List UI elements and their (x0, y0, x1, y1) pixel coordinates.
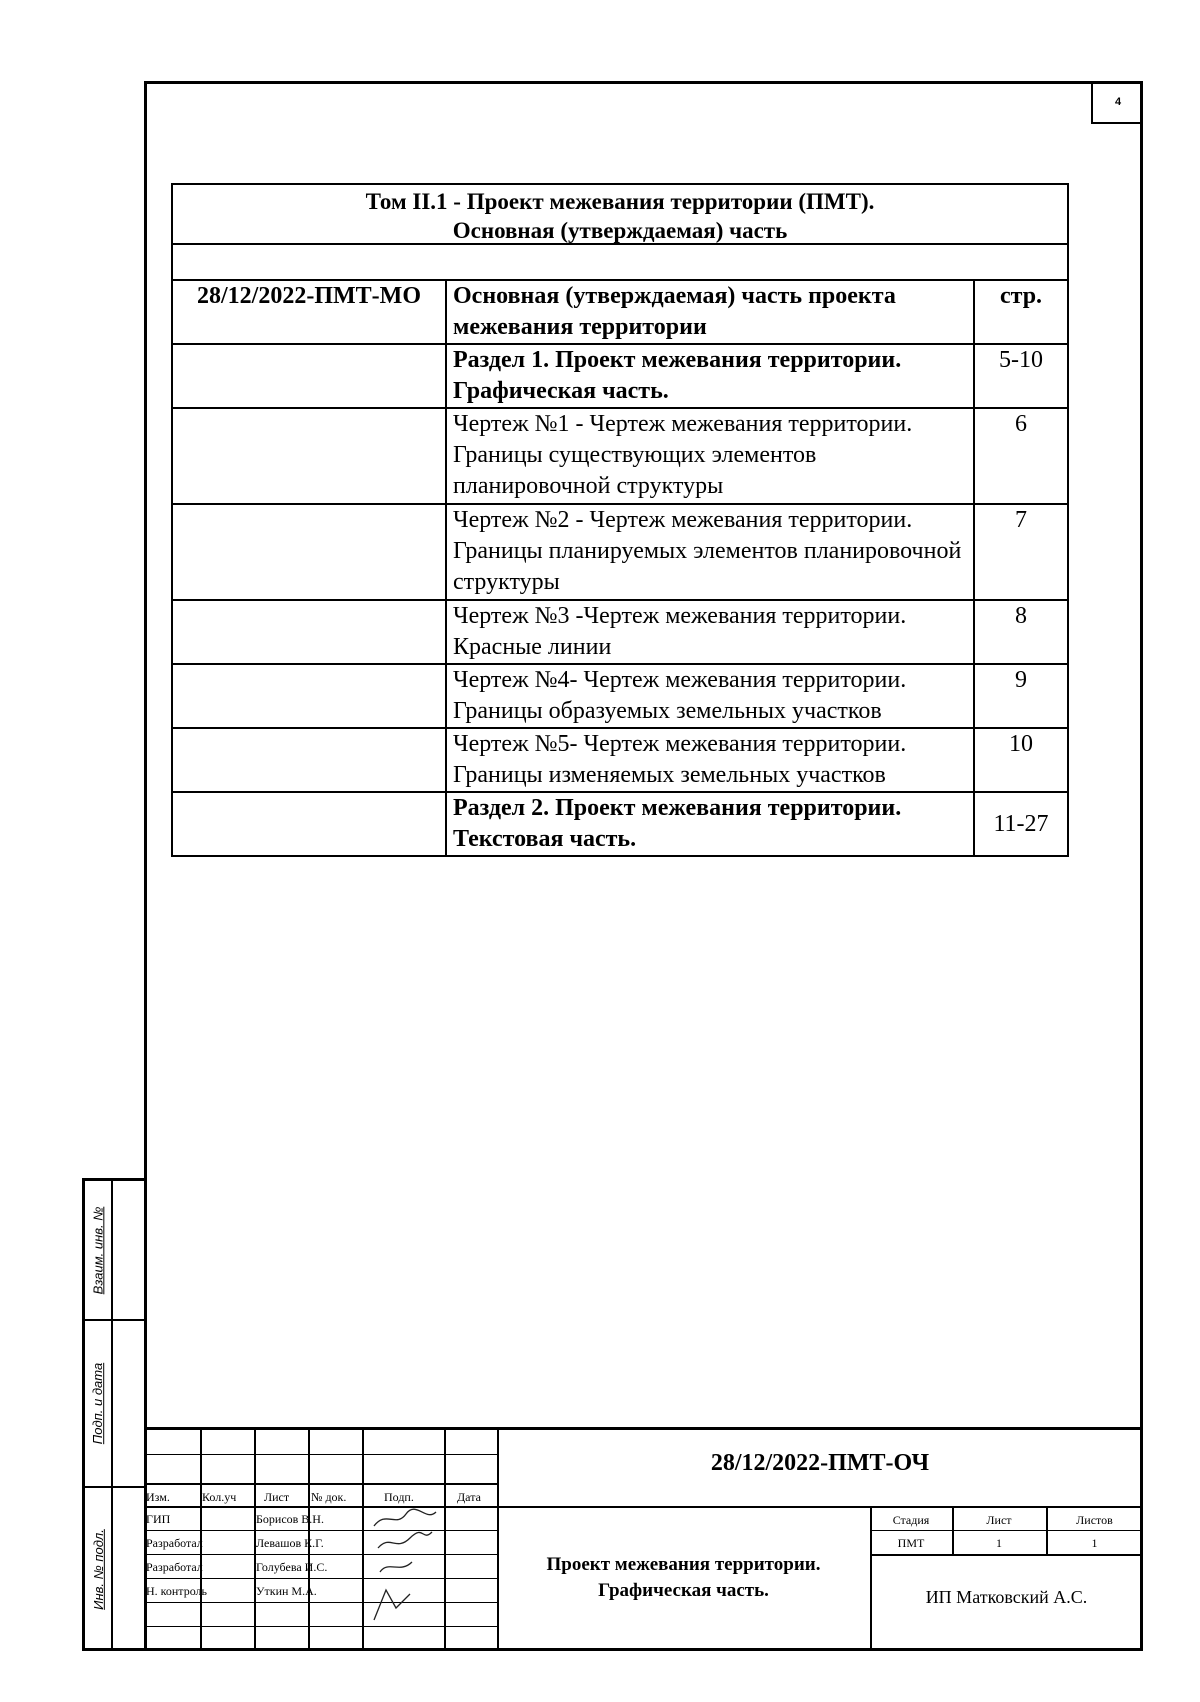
toc-code: 28/12/2022-ПМТ-МО (172, 280, 446, 344)
document-name-line2: Графическая часть. (598, 1580, 769, 1601)
role-2: Разработал (146, 1536, 203, 1550)
toc-code (172, 344, 446, 408)
toc-title (171, 183, 1069, 245)
sheets-label: Листов (1076, 1513, 1113, 1527)
role-3: Разработал (146, 1560, 203, 1574)
side-row-podp (85, 1321, 144, 1488)
toc-row (172, 664, 1068, 728)
toc-title-line1: Том II.1 - Проект межевания территории (ПМТ). (365, 189, 875, 214)
toc-page: стр. (974, 280, 1068, 344)
header-izm: Изм. (146, 1490, 170, 1504)
header-podp: Подп. (384, 1490, 414, 1504)
header-ndok: № док. (311, 1490, 347, 1504)
toc-table (171, 279, 1069, 857)
toc-text: Раздел 1. Проект межевания территории. Графическая часть. (446, 344, 974, 408)
toc-row (172, 280, 1068, 344)
title-block (144, 1427, 1143, 1651)
signatures-icon (366, 1508, 442, 1628)
role-1: ГИП (146, 1512, 171, 1526)
sheet-value: 1 (996, 1536, 1002, 1550)
toc-page: 8 (974, 600, 1068, 664)
document-name-line1: Проект межевания территории. (546, 1554, 821, 1575)
header-list: Лист (264, 1490, 290, 1504)
toc-text: Основная (утверждаемая) часть проекта межевания территории (446, 280, 974, 344)
sheet-label: Лист (986, 1513, 1012, 1527)
organization: ИП Матковский А.С. (925, 1587, 1088, 1607)
toc-row (172, 408, 1068, 504)
toc-row (172, 344, 1068, 408)
toc-row (172, 600, 1068, 664)
toc-page: 11-27 (974, 792, 1068, 856)
toc-row (172, 792, 1068, 856)
name-4: Уткин М.А. (256, 1584, 317, 1598)
toc-text: Раздел 2. Проект межевания территории. Текстовая часть. (446, 792, 974, 856)
name-3: Голубева И.С. (256, 1560, 328, 1574)
side-row-vzaim (85, 1181, 144, 1321)
toc-code (172, 664, 446, 728)
toc-code (172, 728, 446, 792)
toc-text: Чертеж №3 -Чертеж межевания территории. Красные линии (446, 600, 974, 664)
toc-text: Чертеж №1 - Чертеж межевания территории. Границы существующих элементов планировочной структуры (446, 408, 974, 504)
name-2: Левашов К.Г. (256, 1536, 324, 1550)
toc-spacer-row (171, 243, 1069, 281)
document-code: 28/12/2022-ПМТ-ОЧ (710, 1450, 930, 1476)
toc-row (172, 728, 1068, 792)
toc-page: 6 (974, 408, 1068, 504)
toc-text: Чертеж №5- Чертеж межевания территории. Границы изменяемых земельных участков (446, 728, 974, 792)
side-stamp (82, 1178, 144, 1651)
header-data: Дата (457, 1490, 481, 1504)
toc-code (172, 504, 446, 600)
document-name (497, 1552, 870, 1604)
role-4: Н. контроль (146, 1584, 208, 1598)
stage-label: Стадия (892, 1513, 930, 1527)
side-label-vzaim: Взаим. инв. № (90, 1206, 106, 1294)
toc-page: 9 (974, 664, 1068, 728)
stage-value: ПМТ (897, 1536, 925, 1550)
toc-page: 7 (974, 504, 1068, 600)
sheets-value: 1 (1091, 1536, 1098, 1550)
sheet-number: 4 (1091, 81, 1143, 124)
toc-code (172, 792, 446, 856)
toc-text: Чертеж №2 - Чертеж межевания территории. Границы планируемых элементов планировочной структуры (446, 504, 974, 600)
name-1: Борисов В.Н. (256, 1512, 324, 1526)
toc-title-line2: Основная (утверждаемая) часть (452, 218, 788, 243)
toc-row (172, 504, 1068, 600)
header-kol: Кол.уч (202, 1490, 237, 1504)
toc-page: 5-10 (974, 344, 1068, 408)
side-row-inv (85, 1488, 144, 1651)
side-label-podp: Подп. и дата (90, 1362, 106, 1445)
toc-code (172, 408, 446, 504)
toc-text: Чертеж №4- Чертеж межевания территории. Границы образуемых земельных участков (446, 664, 974, 728)
toc-code (172, 600, 446, 664)
toc-page: 10 (974, 728, 1068, 792)
side-label-inv: Инв. № подл. (90, 1529, 106, 1610)
